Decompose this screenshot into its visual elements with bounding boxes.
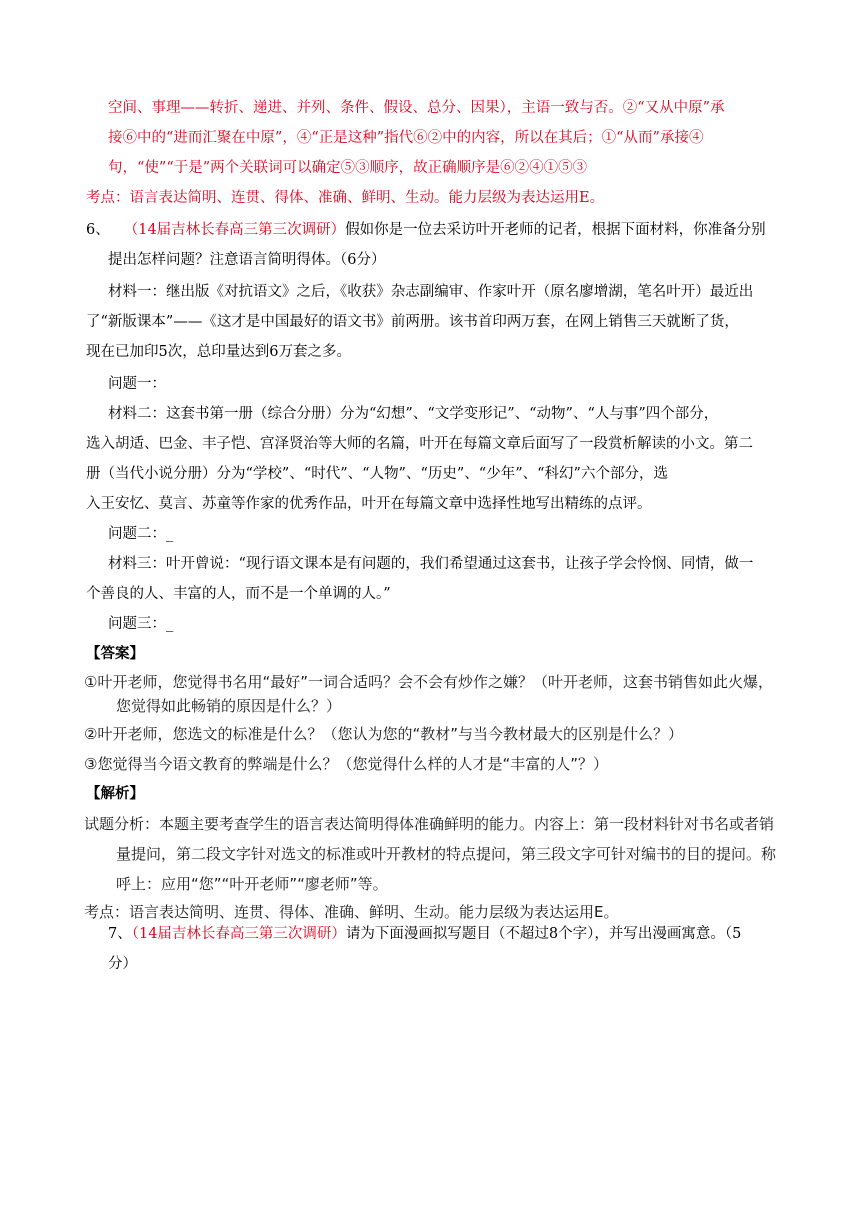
q6-question-2: 问题二：_ bbox=[108, 526, 174, 542]
q6-number: 6、 bbox=[86, 222, 110, 238]
analysis-line-2: 量提问，第二段文字针对选文的标准或叶开教材的特点提问，第三段文字可针对编书的目的提问。称 bbox=[116, 845, 777, 863]
answer-line-2: 您觉得如此畅销的原因是什么？） bbox=[116, 697, 342, 715]
answer-heading: 【答案】 bbox=[86, 646, 144, 662]
q7-source: （14届吉林长春高三第三次调研） bbox=[131, 926, 346, 942]
q6-material3-line-1: 材料三：叶开曾说：“现行语文课本是有问题的，我们希望通过这套书，让孩子学会怜悯、同情，做一 bbox=[108, 556, 754, 572]
q7-heading bbox=[108, 924, 741, 944]
q5-kaodian: 考点：语言表达简明、连贯、得体、准确、鲜明、生动。能力层级为表达运用E。 bbox=[86, 190, 605, 206]
q6-material1-line-3: 现在已加印5次，总印量达到6万套之多。 bbox=[86, 344, 351, 360]
q5-analysis-line-1: 空间、事理——转折、递进、并列、条件、假设、总分、因果），主语一致与否。②“又从中原”承 bbox=[108, 100, 725, 116]
q6-question-1: 问题一： bbox=[108, 376, 166, 392]
analysis-line-3: 呼上：应用“您”“叶开老师”“廖老师”等。 bbox=[116, 875, 388, 893]
q6-material1-line-2: 了“新版课本”——《这才是中国最好的语文书》前两册。该书首印两万套，在网上销售三天就断了货， bbox=[86, 314, 739, 330]
q5-analysis-line-3: 句，“使”“于是”两个关联词可以确定⑤③顺序，故正确顺序是⑥②④①⑤③ bbox=[108, 160, 588, 176]
q6-material1-line-1: 材料一：继出版《对抗语文》之后，《收获》杂志副编审、作家叶开（原名廖增湖，笔名叶开）最近出 bbox=[108, 284, 754, 300]
q7-number: 7、 bbox=[108, 926, 132, 942]
q6-prompt-line-1: 假如你是一位去采访叶开老师的记者，根据下面材料，你准备分别 bbox=[345, 222, 766, 238]
analysis-line-1: 试题分析：本题主要考查学生的语言表达简明得体准确鲜明的能力。内容上：第一段材料针对书名或者销 bbox=[84, 815, 775, 833]
q6-material2-line-1: 材料二：这套书第一册（综合分册）分为“幻想”、“文学变形记”、“动物”、“人与事”四个部分， bbox=[108, 406, 719, 422]
answer-line-1: ①叶开老师，您觉得书名用“最好”一词合适吗？会不会有炒作之嫌？（叶开老师，这套书销售如此火爆， bbox=[84, 673, 773, 691]
q7-prompt-line-1: 请为下面漫画拟写题目（不超过8个字），并写出漫画寓意。（5 bbox=[345, 926, 742, 942]
q6-material3-line-2: 个善良的人、丰富的人，而不是一个单调的人。” bbox=[86, 586, 391, 602]
q6-material2-line-3: 册（当代小说分册）分为“学校”、“时代”、“人物”、“历史”、“少年”、“科幻”六个部分，选 bbox=[86, 466, 668, 482]
answer-line-3: ②叶开老师，您选文的标准是什么？（您认为您的“教材”与当今教材最大的区别是什么？） bbox=[84, 725, 683, 743]
q6-source: （14届吉林长春高三第三次调研） bbox=[123, 222, 346, 238]
q7-prompt-line-2: 分） bbox=[108, 956, 137, 972]
q5-analysis-line-2: 接⑥中的“进而汇聚在中原”，④“正是这种”指代⑥②中的内容，所以在其后；①“从而”承接④ bbox=[108, 130, 704, 146]
analysis-heading: 【解析】 bbox=[86, 786, 144, 802]
answer-line-4: ③您觉得当今语文教育的弊端是什么？（您觉得什么样的人才是“丰富的人”？） bbox=[84, 755, 608, 773]
q6-material2-line-2: 选入胡适、巴金、丰子恺、宫泽贤治等大师的名篇，叶开在每篇文章后面写了一段赏析解读的小文。第二 bbox=[86, 436, 753, 452]
q6-prompt-line-2: 提出怎样问题？注意语言简明得体。（6分） bbox=[108, 252, 386, 268]
q6-material2-line-4: 入王安忆、莫言、苏童等作家的优秀作品，叶开在每篇文章中选择性地写出精练的点评。 bbox=[86, 496, 652, 512]
q6-heading bbox=[86, 220, 766, 240]
q6-kaodian: 考点：语言表达简明、连贯、得体、准确、鲜明、生动。能力层级为表达运用E。 bbox=[84, 903, 619, 921]
q6-question-3: 问题三：_ bbox=[108, 616, 174, 632]
